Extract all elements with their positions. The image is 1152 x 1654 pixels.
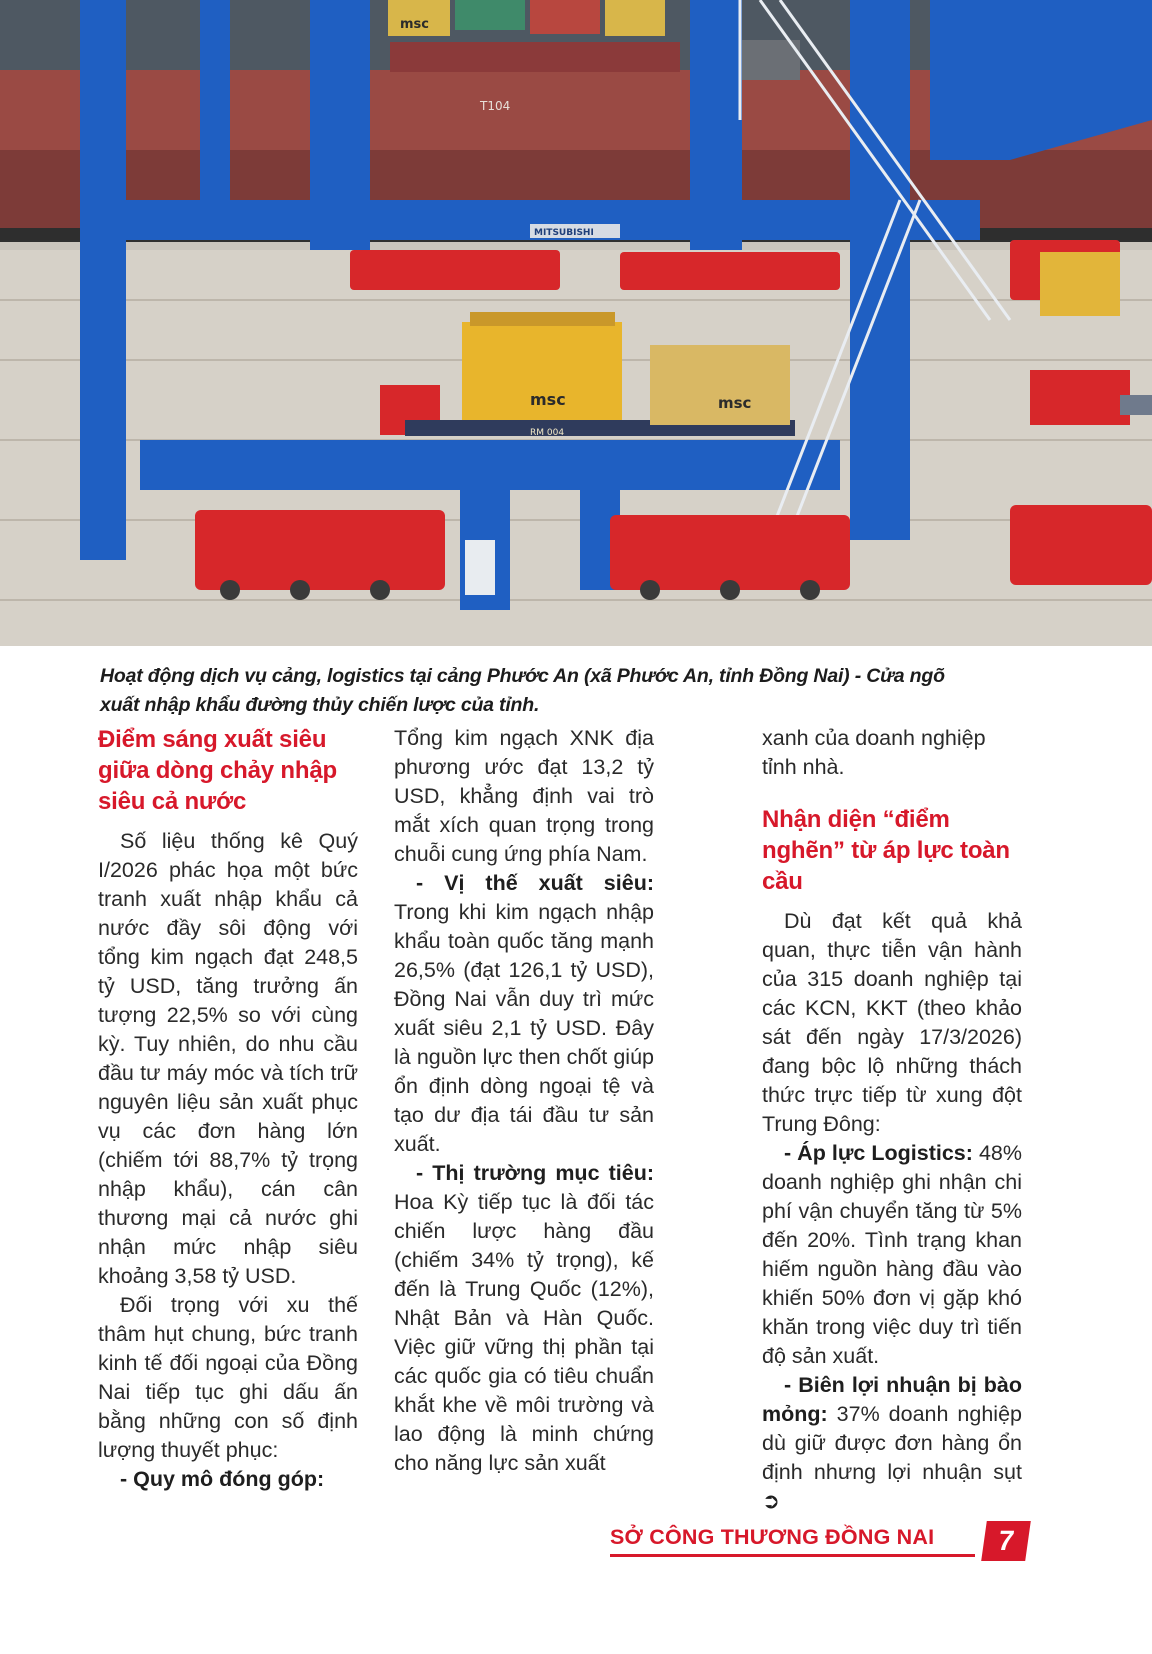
publisher-name: SỞ CÔNG THƯƠNG ĐỒNG NAI <box>610 1525 935 1549</box>
paragraph: xanh của doanh nghiệp tỉnh nhà. <box>762 726 986 779</box>
column-3 <box>762 724 1022 1516</box>
crane-brand-label: MITSUBISHI <box>534 228 594 238</box>
paragraph: Tổng kim ngạch XNK địa phương ước đạt 13,2 tỷ USD, khẳng định vai trò mắt xích quan trọng trong chuỗi cung ứng phía Nam. <box>394 726 654 866</box>
port-photo <box>0 0 1152 646</box>
bullet-label: - Áp lực Logistics: <box>784 1141 973 1165</box>
paragraph: Đối trọng với xu thế thâm hụt chung, bức tranh kinh tế đối ngoại của Đồng Nai tiếp tục ghi dấu ấn bằng những con số định lượng thuyết phục: <box>98 1293 358 1462</box>
footer-divider <box>610 1554 975 1557</box>
bullet-text: Hoa Kỳ tiếp tục là đối tác chiến lược hàng đầu (chiếm 34% tỷ trọng), kế đến là Trung Quốc (12%), Nhật Bản và Hàn Quốc. Việc giữ vững thị phần tại các quốc gia có tiêu chuẩn khắt khe về môi trường và lao động là minh chứng cho năng lực sản xuất <box>394 1190 654 1475</box>
container-brand-beige: msc <box>718 394 752 412</box>
bullet-label: - Thị trường mục tiêu: <box>416 1161 654 1185</box>
bullet-text: 37% doanh nghiệp dù giữ được đơn hàng ổn định nhưng lợi nhuận sụt <box>762 1402 1022 1484</box>
paragraph <box>762 1139 1022 1371</box>
section-heading-export-surplus: Điểm sáng xuất siêu giữa dòng chảy nhập siêu cả nước <box>98 726 337 815</box>
trailer-code: RM 004 <box>530 428 565 438</box>
hull-label: T104 <box>480 99 511 113</box>
container-brand-yellow: msc <box>530 390 566 409</box>
paragraph: Dù đạt kết quả khả quan, thực tiễn vận hành của 315 doanh nghiệp tại các KCN, KKT (theo khảo sát đến ngày 17/3/2026) đang bộc lộ những thách thức trực tiếp từ xung đột Trung Đông: <box>762 909 1022 1136</box>
bullet-label: - Vị thế xuất siêu: <box>416 871 654 895</box>
paragraph <box>394 1159 654 1478</box>
ship-container-brand: msc <box>400 17 429 32</box>
page-footer <box>610 1521 1017 1561</box>
bullet-text: Trong khi kim ngạch nhập khẩu toàn quốc tăng mạnh 26,5% (đạt 126,1 tỷ USD), Đồng Nai vẫn duy trì mức xuất siêu 2,1 tỷ USD. Đây là nguồn lực then chốt giúp ổn định dòng ngoại tệ và tạo dư địa tái đầu tư sản xuất. <box>394 900 654 1156</box>
section-heading-bottlenecks: Nhận diện “điểm nghẽn” từ áp lực toàn cầu <box>762 806 1010 895</box>
paragraph: Số liệu thống kê Quý I/2026 phác họa một bức tranh xuất nhập khẩu cả nước đầy sôi động với tổng kim ngạch đạt 248,5 tỷ USD, tăng trưởng ấn tượng 22,5% so với cùng kỳ. Tuy nhiên, do nhu cầu đầu tư máy móc và tích trữ nguyên liệu sản xuất phục vụ các đơn hàng lớn (chiếm tới 88,7% tỷ trọng nhập khẩu), cán cân thương mại cả nước ghi nhận mức nhập siêu khoảng 3,58 tỷ USD. <box>98 829 358 1288</box>
continue-arrow-icon: ➲ <box>762 1489 781 1513</box>
page-number: 7 <box>981 1521 1031 1561</box>
photo-caption: Hoạt động dịch vụ cảng, logistics tại cảng Phước An (xã Phước An, tỉnh Đồng Nai) - Cửa ngõ xuất nhập khẩu đường thủy chiến lược của tỉnh. <box>100 665 945 716</box>
bullet-label: - Quy mô đóng góp: <box>120 1467 325 1491</box>
column-2 <box>394 724 654 1478</box>
column-1 <box>98 724 358 1494</box>
paragraph <box>98 1465 358 1494</box>
bullet-label: - Biên lợi nhuận bị bào mỏng: <box>762 1373 1022 1426</box>
paragraph <box>762 1371 1022 1516</box>
paragraph <box>394 869 654 1159</box>
bullet-text: 48% doanh nghiệp ghi nhận chi phí vận chuyển tăng từ 5% đến 20%. Tình trạng khan hiếm nguồn hàng đầu vào khiến 50% đơn vị gặp khó khăn trong việc duy trì tiến độ sản xuất. <box>762 1141 1022 1368</box>
